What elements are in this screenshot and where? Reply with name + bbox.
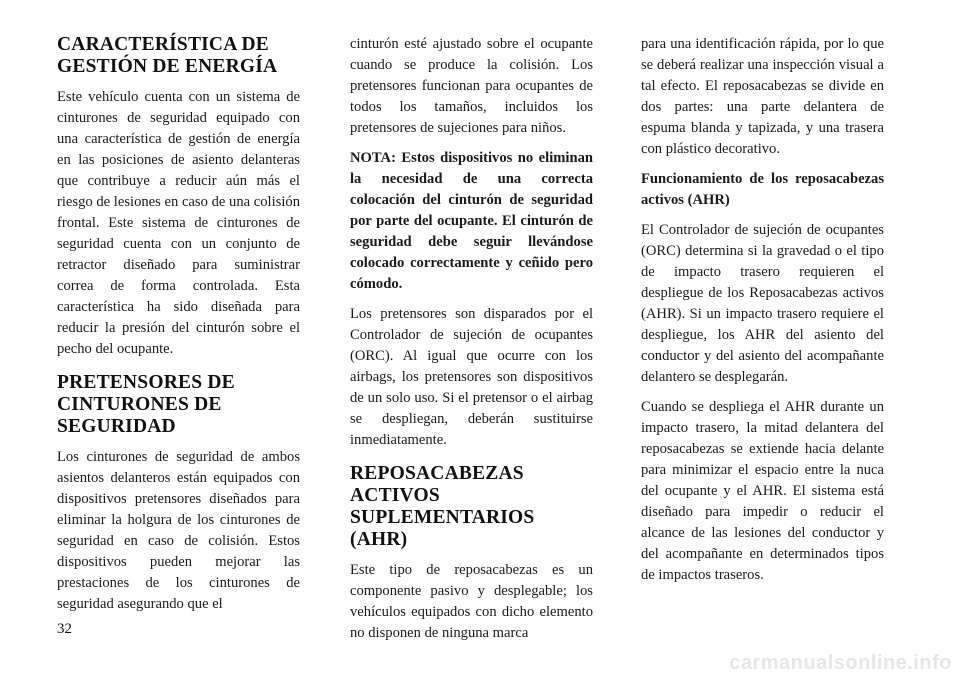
column-middle [350,34,593,653]
paragraph-ahr-cont: para una identificación rápida, por lo que se deberá realizar una inspección visual a tal efecto. El reposacabezas se divide en dos partes: una parte delantera de espuma blanda y tapizada, y una trasera con plástico decorativo. [641,36,884,157]
heading-line: GESTIÓN DE ENERGÍA [57,56,278,77]
heading-line: CINTURONES DE [57,394,222,415]
paragraph-ahr: Este tipo de reposacabezas es un componente pasivo y desplegable; los vehículos equipados con dicho elemento no disponen de ninguna marca [350,562,593,641]
heading-line: ACTIVOS [350,485,440,506]
page-number: 32 [57,621,72,637]
paragraph-funcionamiento: El Controlador de sujeción de ocupantes (ORC) determina si la gravedad o el tipo de impacto trasero requieren el despliegue de los Reposacabezas activos (AHR). Si un impacto trasero requiere el despliegue, los AHR del asiento del conductor y del asiento del acompañante delantero se desplegarán. [641,222,884,385]
heading-line: SEGURIDAD [57,416,176,437]
paragraph-pretensores: Los cinturones de seguridad de ambos asientos delanteros están equipados con dispositivos pretensores diseñados para eliminar la holgura de los cinturones de seguridad en caso de colisión. Estos dispositivos pueden mejorar las prestaciones de los cinturones de seguridad asegurando que el [57,449,300,612]
heading-line: REPOSACABEZAS [350,463,524,484]
heading-pretensores [57,372,300,438]
paragraph-despliegue: Cuando se despliega el AHR durante un impacto trasero, la mitad delantera del reposacabezas se extiende hacia delante para minimizar el espacio entre la nuca del ocupante y el AHR. El sistema está diseñado para impedir o reducir el alcance de las lesiones del conductor y del acompañante en determinados tipos de impactos traseros. [641,399,884,583]
heading-line: SUPLEMENTARIOS (AHR) [350,507,535,550]
watermark: carmanualsonline.info [729,652,952,674]
heading-line: CARACTERÍSTICA DE [57,34,269,55]
paragraph-orc: Los pretensores son disparados por el Controlador de sujeción de ocupantes (ORC). Al igual que ocurre con los airbags, los pretensores son dispositivos de un solo uso. Si el pretensor o el airbag se despliegan, deberán sustituirse inmediatamente. [350,306,593,448]
paragraph-pretensores-cont: cinturón esté ajustado sobre el ocupante cuando se produce la colisión. Los pretensores funcionan para ocupantes de todos los tamaños, incluidos los pretensores de sujeciones para niños. [350,36,593,136]
note-paragraph: NOTA: Estos dispositivos no eliminan la necesidad de una correcta colocación del cinturón de seguridad por parte del ocupante. El cinturón de seguridad debe seguir llevándose colocado correctamente y ceñido pero cómodo. [350,150,593,292]
heading-ahr [350,463,593,551]
column-left [57,34,300,624]
paragraph-gestion-energia: Este vehículo cuenta con un sistema de cinturones de seguridad equipado con una característica de gestión de energía en las posiciones de asiento delanteras que contribuye a reducir aún más el riesgo de lesiones en caso de una colisión frontal. Este sistema de cinturones de seguridad cuenta con un conjunto de retractor diseñado para suministrar correa de forma controlada. Esta característica ha sido diseñada para reducir la presión del cinturón sobre el pecho del ocupante. [57,89,300,357]
column-right [641,34,884,595]
heading-gestion-energia [57,34,300,78]
subheading-funcionamiento: Funcionamiento de los reposacabezas activos (AHR) [641,171,884,208]
heading-line: PRETENSORES DE [57,372,235,393]
